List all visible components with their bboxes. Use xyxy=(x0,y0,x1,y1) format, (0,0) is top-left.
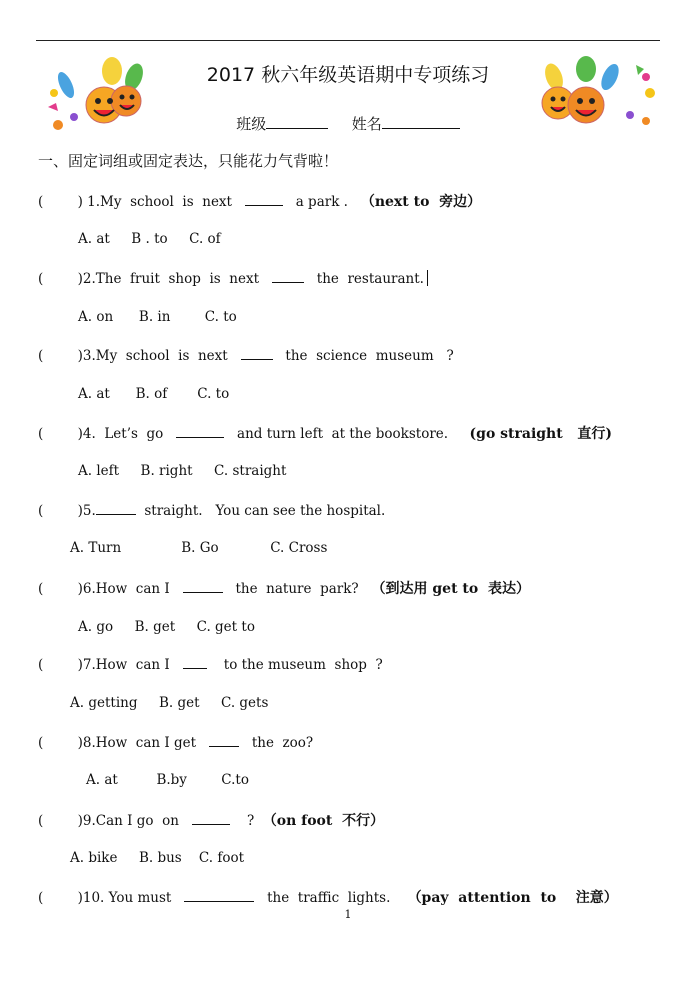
question-text: 3.My school is next xyxy=(82,348,241,364)
answer-paren[interactable]: ( ) xyxy=(38,735,83,751)
question-text: to the museum shop ? xyxy=(206,657,383,673)
options-4 xyxy=(78,463,286,479)
question-text: ? xyxy=(229,813,255,829)
question-1 xyxy=(38,191,481,211)
class-blank[interactable] xyxy=(266,113,328,129)
question-hint: （到达用 get to 表达） xyxy=(371,581,530,597)
option[interactable]: C. Cross xyxy=(270,540,328,556)
answer-paren[interactable]: ( ) xyxy=(38,657,83,673)
option[interactable]: C. to xyxy=(204,309,237,325)
question-text: 10. You must xyxy=(82,890,185,906)
answer-blank[interactable] xyxy=(96,502,136,515)
answer-paren[interactable]: ( ) xyxy=(38,581,83,597)
answer-paren[interactable]: ( ) xyxy=(38,271,83,287)
question-text: 5. xyxy=(82,503,96,519)
options-6 xyxy=(78,619,255,635)
answer-blank[interactable] xyxy=(245,193,283,206)
answer-blank[interactable] xyxy=(241,347,273,360)
option[interactable]: C.to xyxy=(221,772,249,788)
question-text: the zoo? xyxy=(238,735,314,751)
page-number: 1 xyxy=(344,908,352,921)
name-blank[interactable] xyxy=(382,113,460,129)
question-text: and turn left at the bookstore. xyxy=(224,426,449,442)
answer-blank[interactable] xyxy=(192,812,230,825)
option[interactable]: C. of xyxy=(189,231,221,247)
answer-paren[interactable]: ( ) xyxy=(38,348,83,364)
options-8 xyxy=(86,772,249,788)
options-7 xyxy=(70,695,268,711)
option[interactable]: C. get to xyxy=(196,619,255,635)
question-text: 7.How can I xyxy=(82,657,183,673)
option[interactable]: A. bike xyxy=(70,850,118,866)
option[interactable]: A. left xyxy=(78,463,120,479)
question-text: the traffic lights. xyxy=(254,890,391,906)
option[interactable]: A. go xyxy=(78,619,114,635)
question-8 xyxy=(38,734,313,751)
option[interactable]: B . to xyxy=(131,231,168,247)
option[interactable]: C. gets xyxy=(220,695,269,711)
option[interactable]: B. of xyxy=(135,386,168,402)
question-text: 1.My school is next xyxy=(82,194,245,210)
question-hint: (go straight 直行) xyxy=(469,426,612,442)
question-text: 8.How can I get xyxy=(82,735,209,751)
question-text: 4. Let’s go xyxy=(82,426,177,442)
option[interactable]: A. Turn xyxy=(70,540,122,556)
question-4 xyxy=(38,423,612,443)
question-10 xyxy=(38,887,618,907)
section-heading: 一、固定词组或固定表达，只能花力气背啦！ xyxy=(38,152,339,170)
options-1 xyxy=(78,231,221,247)
option[interactable]: B. Go xyxy=(181,540,219,556)
question-7 xyxy=(38,656,383,673)
question-hint: （on foot 不行） xyxy=(262,813,385,829)
question-5 xyxy=(38,502,385,519)
option[interactable]: C. foot xyxy=(198,850,244,866)
option[interactable]: A. at xyxy=(86,772,118,788)
answer-paren[interactable]: ( ) xyxy=(38,813,83,829)
option[interactable]: B. get xyxy=(134,619,176,635)
question-text: straight. You can see the hospital. xyxy=(135,503,386,519)
answer-blank[interactable] xyxy=(176,425,224,438)
option[interactable]: A. at xyxy=(78,231,110,247)
option[interactable]: A. getting xyxy=(70,695,138,711)
answer-blank[interactable] xyxy=(183,580,223,593)
name-label: 姓名 xyxy=(351,115,382,133)
text-cursor xyxy=(427,270,428,286)
option[interactable]: C. straight xyxy=(214,463,287,479)
options-3 xyxy=(78,386,229,402)
option[interactable]: A. on xyxy=(78,309,114,325)
class-label: 班级 xyxy=(236,115,267,133)
answer-blank[interactable] xyxy=(272,270,304,283)
option[interactable]: A. at xyxy=(78,386,110,402)
question-text: the science museum ? xyxy=(272,348,454,364)
question-hint: （next to 旁边） xyxy=(360,194,482,210)
answer-paren[interactable]: ( ) xyxy=(38,503,83,519)
question-text: the nature park? xyxy=(222,581,359,597)
option[interactable]: B.by xyxy=(156,772,187,788)
answer-paren[interactable]: ( ) xyxy=(38,194,83,210)
options-2 xyxy=(78,309,237,325)
option[interactable]: B. right xyxy=(140,463,193,479)
answer-paren[interactable]: ( ) xyxy=(38,890,83,906)
question-hint: （pay attention to 注意） xyxy=(407,890,618,906)
answer-blank[interactable] xyxy=(183,656,207,669)
question-9 xyxy=(38,810,384,830)
option[interactable]: C. to xyxy=(197,386,230,402)
class-name-line xyxy=(0,113,696,134)
question-3 xyxy=(38,347,454,364)
question-2 xyxy=(38,270,428,287)
option[interactable]: B. bus xyxy=(138,850,182,866)
option[interactable]: B. get xyxy=(158,695,200,711)
answer-blank[interactable] xyxy=(184,889,254,902)
option[interactable]: B. in xyxy=(138,309,171,325)
page-title: 2017 秋六年级英语期中专项练习 xyxy=(206,64,490,86)
top-rule xyxy=(36,40,660,41)
question-6 xyxy=(38,578,530,598)
answer-blank[interactable] xyxy=(209,734,239,747)
question-text: a park . xyxy=(282,194,348,210)
answer-paren[interactable]: ( ) xyxy=(38,426,83,442)
question-text: 6.How can I xyxy=(82,581,183,597)
question-text: 9.Can I go on xyxy=(82,813,192,829)
question-text: 2.The fruit shop is next xyxy=(82,271,272,287)
question-text: the restaurant. xyxy=(303,271,424,287)
options-9 xyxy=(70,850,244,866)
options-5 xyxy=(70,540,327,556)
